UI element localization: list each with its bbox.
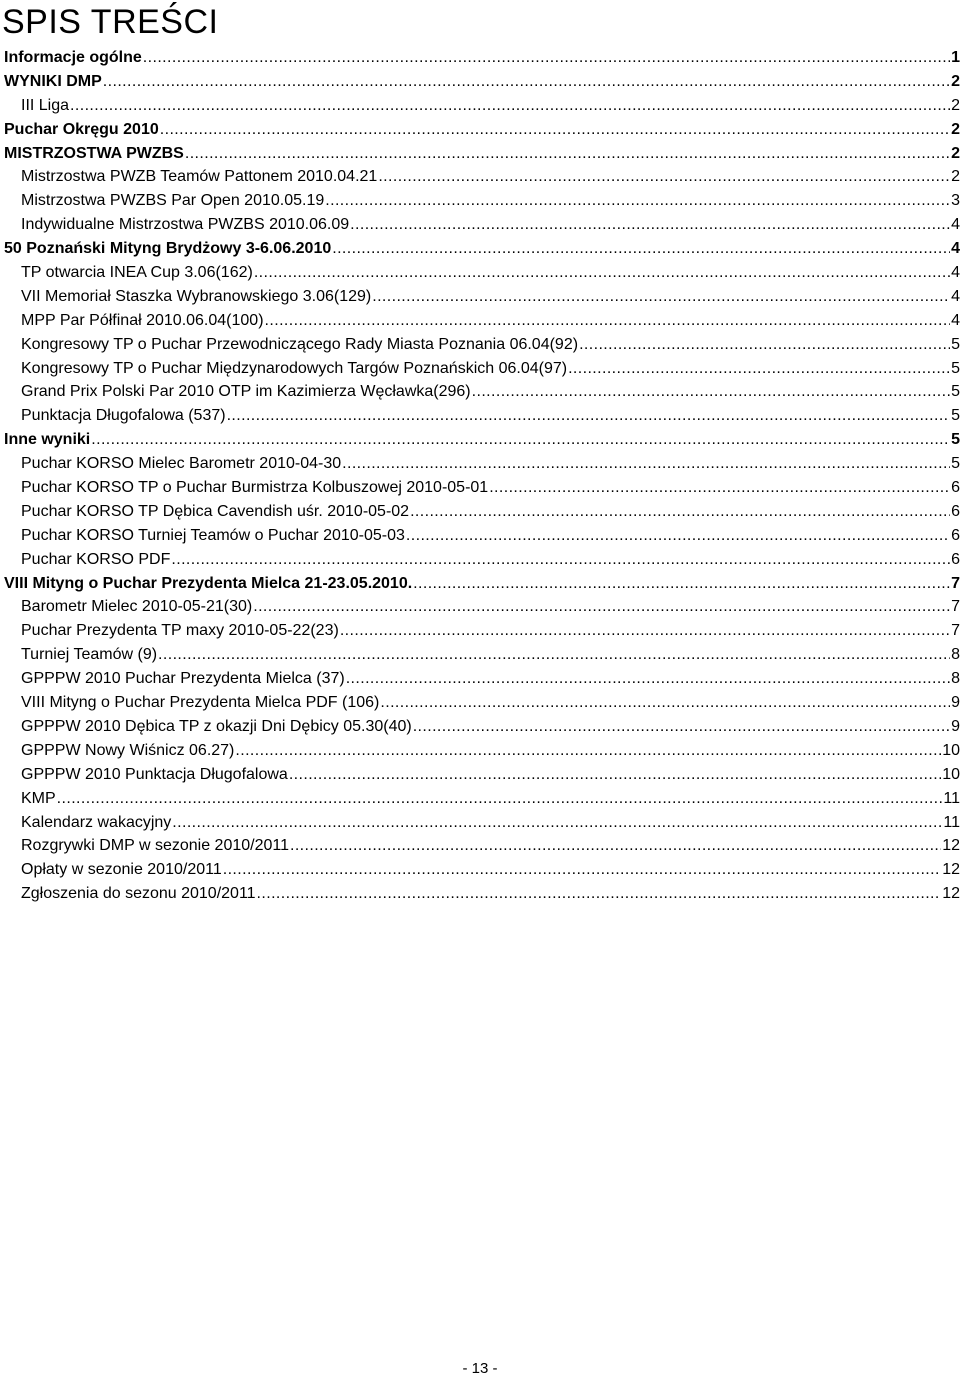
toc-entry-page-number: 6 bbox=[951, 479, 960, 497]
toc-dot-leader bbox=[91, 428, 950, 452]
toc-entry[interactable] bbox=[0, 404, 960, 428]
toc-entry[interactable] bbox=[0, 763, 960, 787]
toc-entry[interactable] bbox=[0, 858, 960, 882]
toc-entry-page-number: 2 bbox=[951, 96, 960, 114]
toc-entry-title: WYNIKI DMP bbox=[4, 72, 102, 90]
toc-entry[interactable] bbox=[0, 357, 960, 381]
toc-entry[interactable] bbox=[0, 333, 960, 357]
toc-entry-title: GPPPW 2010 Dębica TP z okazji Dni Dębicy 05.30(40) bbox=[21, 717, 412, 735]
toc-dot-leader bbox=[223, 858, 941, 882]
toc-dot-leader bbox=[290, 834, 941, 858]
toc-dot-leader bbox=[254, 261, 950, 285]
toc-dot-leader bbox=[410, 500, 950, 524]
toc-entry-title: Puchar Okręgu 2010 bbox=[4, 120, 159, 138]
toc-dot-leader bbox=[472, 380, 950, 404]
toc-entry-page-number: 2 bbox=[951, 168, 960, 186]
toc-dot-leader bbox=[143, 46, 950, 70]
table-of-contents bbox=[0, 46, 960, 906]
toc-entry-title: Barometr Mielec 2010-05-21(30) bbox=[21, 598, 253, 616]
toc-entry[interactable] bbox=[0, 70, 960, 94]
toc-entry-page-number: 5 bbox=[951, 455, 960, 473]
toc-entry-title: GPPPW 2010 Punktacja Długofalowa bbox=[21, 765, 288, 783]
toc-entry-title: MISTRZOSTWA PWZBS bbox=[4, 144, 184, 162]
toc-dot-leader bbox=[579, 333, 950, 357]
toc-entry[interactable] bbox=[0, 118, 960, 142]
toc-dot-leader bbox=[489, 476, 950, 500]
toc-entry-title: TP otwarcia INEA Cup 3.06(162) bbox=[21, 264, 253, 282]
toc-entry[interactable] bbox=[0, 165, 960, 189]
toc-entry-title: Zgłoszenia do sezonu 2010/2011 bbox=[21, 885, 256, 903]
page-number-footer: - 13 - bbox=[462, 1360, 498, 1377]
toc-entry-page-number: 8 bbox=[951, 646, 960, 664]
toc-entry[interactable] bbox=[0, 285, 960, 309]
toc-entry[interactable] bbox=[0, 739, 960, 763]
toc-dot-leader bbox=[413, 572, 950, 596]
toc-entry[interactable] bbox=[0, 46, 960, 70]
toc-entry-page-number: 11 bbox=[943, 789, 960, 807]
toc-entry-page-number: 4 bbox=[951, 311, 960, 329]
toc-entry-page-number: 6 bbox=[951, 502, 960, 520]
toc-entry-page-number: 5 bbox=[951, 383, 960, 401]
toc-entry[interactable] bbox=[0, 94, 960, 118]
toc-entry-title: Kongresowy TP o Puchar Przewodniczącego Rady Miasta Poznania 06.04(92) bbox=[21, 335, 579, 353]
toc-entry-page-number: 5 bbox=[951, 335, 960, 353]
toc-dot-leader bbox=[413, 715, 950, 739]
toc-dot-leader bbox=[378, 165, 950, 189]
toc-entry-title: GPPPW 2010 Puchar Prezydenta Mielca (37) bbox=[21, 670, 345, 688]
toc-entry-title: Turniej Teamów (9) bbox=[21, 646, 158, 664]
toc-entry[interactable] bbox=[0, 643, 960, 667]
toc-entry-page-number: 7 bbox=[951, 574, 960, 592]
toc-entry-title: Puchar KORSO TP o Puchar Burmistrza Kolbuszowej 2010-05-01 bbox=[21, 479, 489, 497]
toc-entry-title: VIII Mityng o Puchar Prezydenta Mielca PDF (106) bbox=[21, 694, 380, 712]
toc-dot-leader bbox=[332, 237, 950, 261]
toc-entry-title: Puchar KORSO TP Dębica Cavendish uśr. 2010-05-02 bbox=[21, 502, 410, 520]
toc-entry-page-number: 7 bbox=[951, 598, 960, 616]
toc-entry-title: Opłaty w sezonie 2010/2011 bbox=[21, 861, 222, 879]
toc-entry[interactable] bbox=[0, 189, 960, 213]
toc-entry-page-number: 4 bbox=[951, 287, 960, 305]
toc-entry[interactable] bbox=[0, 213, 960, 237]
toc-entry-page-number: 2 bbox=[951, 144, 960, 162]
toc-entry-page-number: 5 bbox=[951, 431, 960, 449]
toc-entry-page-number: 6 bbox=[951, 526, 960, 544]
toc-entry-title: VII Memoriał Staszka Wybranowskiego 3.06(129) bbox=[21, 287, 372, 305]
toc-entry-title: Puchar KORSO PDF bbox=[21, 550, 171, 568]
toc-entry-title: MPP Par Półfinał 2010.06.04(100) bbox=[21, 311, 264, 329]
toc-entry-page-number: 5 bbox=[951, 407, 960, 425]
toc-dot-leader bbox=[289, 763, 941, 787]
toc-entry[interactable] bbox=[0, 811, 960, 835]
toc-entry-title: Mistrzostwa PWZB Teamów Pattonem 2010.04.21 bbox=[21, 168, 378, 186]
toc-entry-page-number: 10 bbox=[942, 765, 960, 783]
toc-entry-page-number: 12 bbox=[942, 861, 960, 879]
toc-dot-leader bbox=[253, 595, 950, 619]
toc-entry-title: Puchar KORSO Turniej Teamów o Puchar 2010-05-03 bbox=[21, 526, 405, 544]
toc-entry-title: Indywidualne Mistrzostwa PWZBS 2010.06.09 bbox=[21, 216, 350, 234]
toc-entry-page-number: 2 bbox=[951, 72, 960, 90]
toc-entry-page-number: 10 bbox=[942, 741, 960, 759]
toc-entry[interactable] bbox=[0, 500, 960, 524]
toc-dot-leader bbox=[568, 357, 950, 381]
toc-dot-leader bbox=[171, 548, 950, 572]
toc-entry-page-number: 11 bbox=[943, 813, 960, 831]
toc-dot-leader bbox=[372, 285, 950, 309]
page-title: SPIS TREŚCI bbox=[2, 3, 219, 41]
toc-dot-leader bbox=[346, 667, 950, 691]
toc-entry[interactable] bbox=[0, 619, 960, 643]
toc-dot-leader bbox=[185, 142, 950, 166]
toc-entry-title: Puchar Prezydenta TP maxy 2010-05-22(23) bbox=[21, 622, 339, 640]
toc-dot-leader bbox=[265, 309, 951, 333]
toc-entry-title: Kongresowy TP o Puchar Międzynarodowych Targów Poznańskich 06.04(97) bbox=[21, 359, 568, 377]
toc-entry-page-number: 9 bbox=[951, 717, 960, 735]
toc-entry-title: Rozgrywki DMP w sezonie 2010/2011 bbox=[21, 837, 289, 855]
toc-entry-page-number: 4 bbox=[951, 240, 960, 258]
toc-entry-page-number: 5 bbox=[951, 359, 960, 377]
toc-entry-title: KMP bbox=[21, 789, 56, 807]
toc-dot-leader bbox=[70, 94, 950, 118]
toc-entry[interactable] bbox=[0, 380, 960, 404]
toc-dot-leader bbox=[340, 619, 950, 643]
toc-entry-page-number: 9 bbox=[951, 694, 960, 712]
toc-entry-title: Informacje ogólne bbox=[4, 49, 142, 66]
toc-entry-title: III Liga bbox=[21, 96, 70, 114]
toc-dot-leader bbox=[380, 691, 950, 715]
toc-entry[interactable] bbox=[0, 452, 960, 476]
toc-entry-page-number: 4 bbox=[951, 216, 960, 234]
toc-entry-title: Punktacja Długofalowa (537) bbox=[21, 407, 226, 425]
toc-entry-title: Kalendarz wakacyjny bbox=[21, 813, 172, 831]
toc-dot-leader bbox=[257, 882, 942, 906]
toc-entry[interactable] bbox=[0, 548, 960, 572]
toc-entry[interactable] bbox=[0, 309, 960, 333]
toc-entry-title: Grand Prix Polski Par 2010 OTP im Kazimierza Węcławka(296) bbox=[21, 383, 471, 401]
toc-dot-leader bbox=[158, 643, 950, 667]
toc-entry-title: Mistrzostwa PWZBS Par Open 2010.05.19 bbox=[21, 192, 325, 210]
toc-entry[interactable] bbox=[0, 572, 960, 596]
toc-dot-leader bbox=[235, 739, 941, 763]
toc-entry[interactable] bbox=[0, 428, 960, 452]
toc-entry[interactable] bbox=[0, 142, 960, 166]
toc-entry[interactable] bbox=[0, 524, 960, 548]
toc-entry-page-number: 8 bbox=[951, 670, 960, 688]
toc-entry-title: Inne wyniki bbox=[4, 431, 91, 449]
toc-entry-page-number: 1 bbox=[951, 49, 960, 66]
toc-entry-page-number: 12 bbox=[942, 837, 960, 855]
toc-entry[interactable] bbox=[0, 667, 960, 691]
toc-entry-page-number: 4 bbox=[951, 264, 960, 282]
toc-entry-title: VIII Mityng o Puchar Prezydenta Mielca 21-23.05.2010. bbox=[4, 574, 413, 592]
toc-entry[interactable] bbox=[0, 882, 960, 906]
toc-entry-page-number: 3 bbox=[951, 192, 960, 210]
toc-dot-leader bbox=[103, 70, 950, 94]
toc-dot-leader bbox=[172, 811, 942, 835]
toc-dot-leader bbox=[227, 404, 951, 428]
toc-dot-leader bbox=[406, 524, 950, 548]
toc-entry[interactable] bbox=[0, 834, 960, 858]
toc-entry-title: GPPPW Nowy Wiśnicz 06.27) bbox=[21, 741, 235, 759]
toc-entry-page-number: 7 bbox=[951, 622, 960, 640]
toc-dot-leader bbox=[325, 189, 950, 213]
toc-entry[interactable] bbox=[0, 715, 960, 739]
toc-entry[interactable] bbox=[0, 261, 960, 285]
toc-entry[interactable] bbox=[0, 237, 960, 261]
toc-entry-title: Puchar KORSO Mielec Barometr 2010-04-30 bbox=[21, 455, 342, 473]
toc-dot-leader bbox=[57, 787, 943, 811]
toc-entry[interactable] bbox=[0, 476, 960, 500]
toc-entry[interactable] bbox=[0, 787, 960, 811]
toc-entry[interactable] bbox=[0, 595, 960, 619]
toc-entry-title: 50 Poznański Mityng Brydżowy 3-6.06.2010 bbox=[4, 240, 332, 258]
toc-entry-page-number: 12 bbox=[942, 885, 960, 903]
toc-entry-page-number: 2 bbox=[951, 120, 960, 138]
toc-dot-leader bbox=[342, 452, 950, 476]
toc-dot-leader bbox=[350, 213, 950, 237]
toc-entry-page-number: 6 bbox=[951, 550, 960, 568]
toc-dot-leader bbox=[160, 118, 950, 142]
toc-entry[interactable] bbox=[0, 691, 960, 715]
